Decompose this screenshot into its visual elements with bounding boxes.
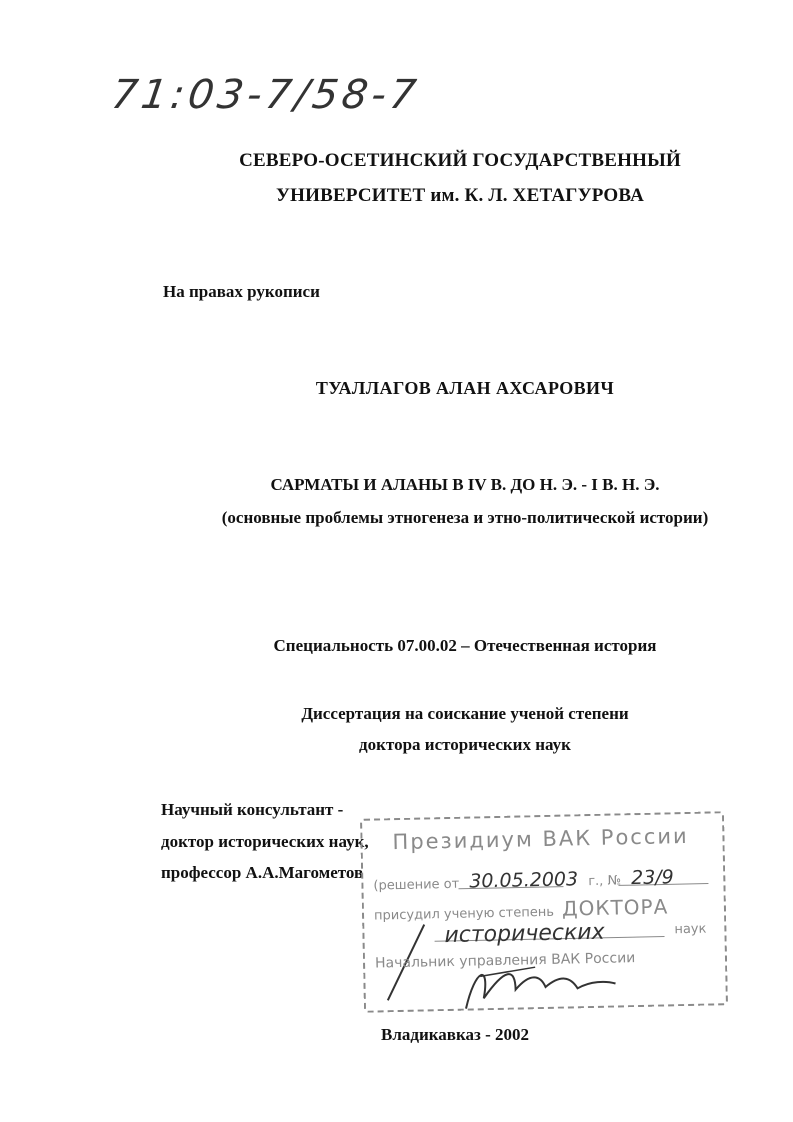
degree-line1: Диссертация на соискание ученой степени [301,704,629,723]
manuscript-note: На правах рукописи [163,282,320,301]
stamp-decision-date: 30.05.2003 [469,868,579,893]
vak-approval-stamp [360,811,728,1013]
stamp-decision-number: 23/9 [630,866,675,890]
stamp-line5: Начальник управления ВАК России [374,950,636,972]
degree-line2: доктора исторических наук [359,735,571,754]
stamp-line1: Президиум ВАК России [392,823,689,855]
university-name-line2: УНИВЕРСИТЕТ им. К. Л. ХЕТАГУРОВА [275,185,645,206]
dissertation-subtitle: (основные проблемы этногенеза и этно-политической истории) [221,508,709,527]
consultant-line2: доктор исторических наук, [161,832,369,851]
specialty: Специальность 07.00.02 – Отечественная история [273,636,657,655]
consultant-line1: Научный консультант - [161,800,344,819]
stamp-decision-prefix: (решение от [373,876,460,894]
consultant-line3: профессор А.А.Магометов [161,863,364,882]
stamp-sciences-suffix: наук [674,921,707,938]
handwritten-catalog-number: 71:03-7/58-7 [108,72,423,118]
stamp-decision-mid: г., № [588,873,622,890]
city-year: Владикавказ - 2002 [381,1025,530,1044]
dissertation-title: САРМАТЫ И АЛАНЫ В IV В. ДО Н. Э. - I В. Н. Э. [270,475,660,494]
stamp-handwritten-field: исторических [444,919,605,949]
university-name-line1: СЕВЕРО-ОСЕТИНСКИЙ ГОСУДАРСТВЕННЫЙ [239,150,681,171]
author-name: ТУАЛЛАГОВ АЛАН АХСАРОВИЧ [315,378,615,398]
stamp-degree: ДОКТОРА [561,894,669,921]
stamp-degree-prefix: присудил ученую степень [373,904,555,924]
